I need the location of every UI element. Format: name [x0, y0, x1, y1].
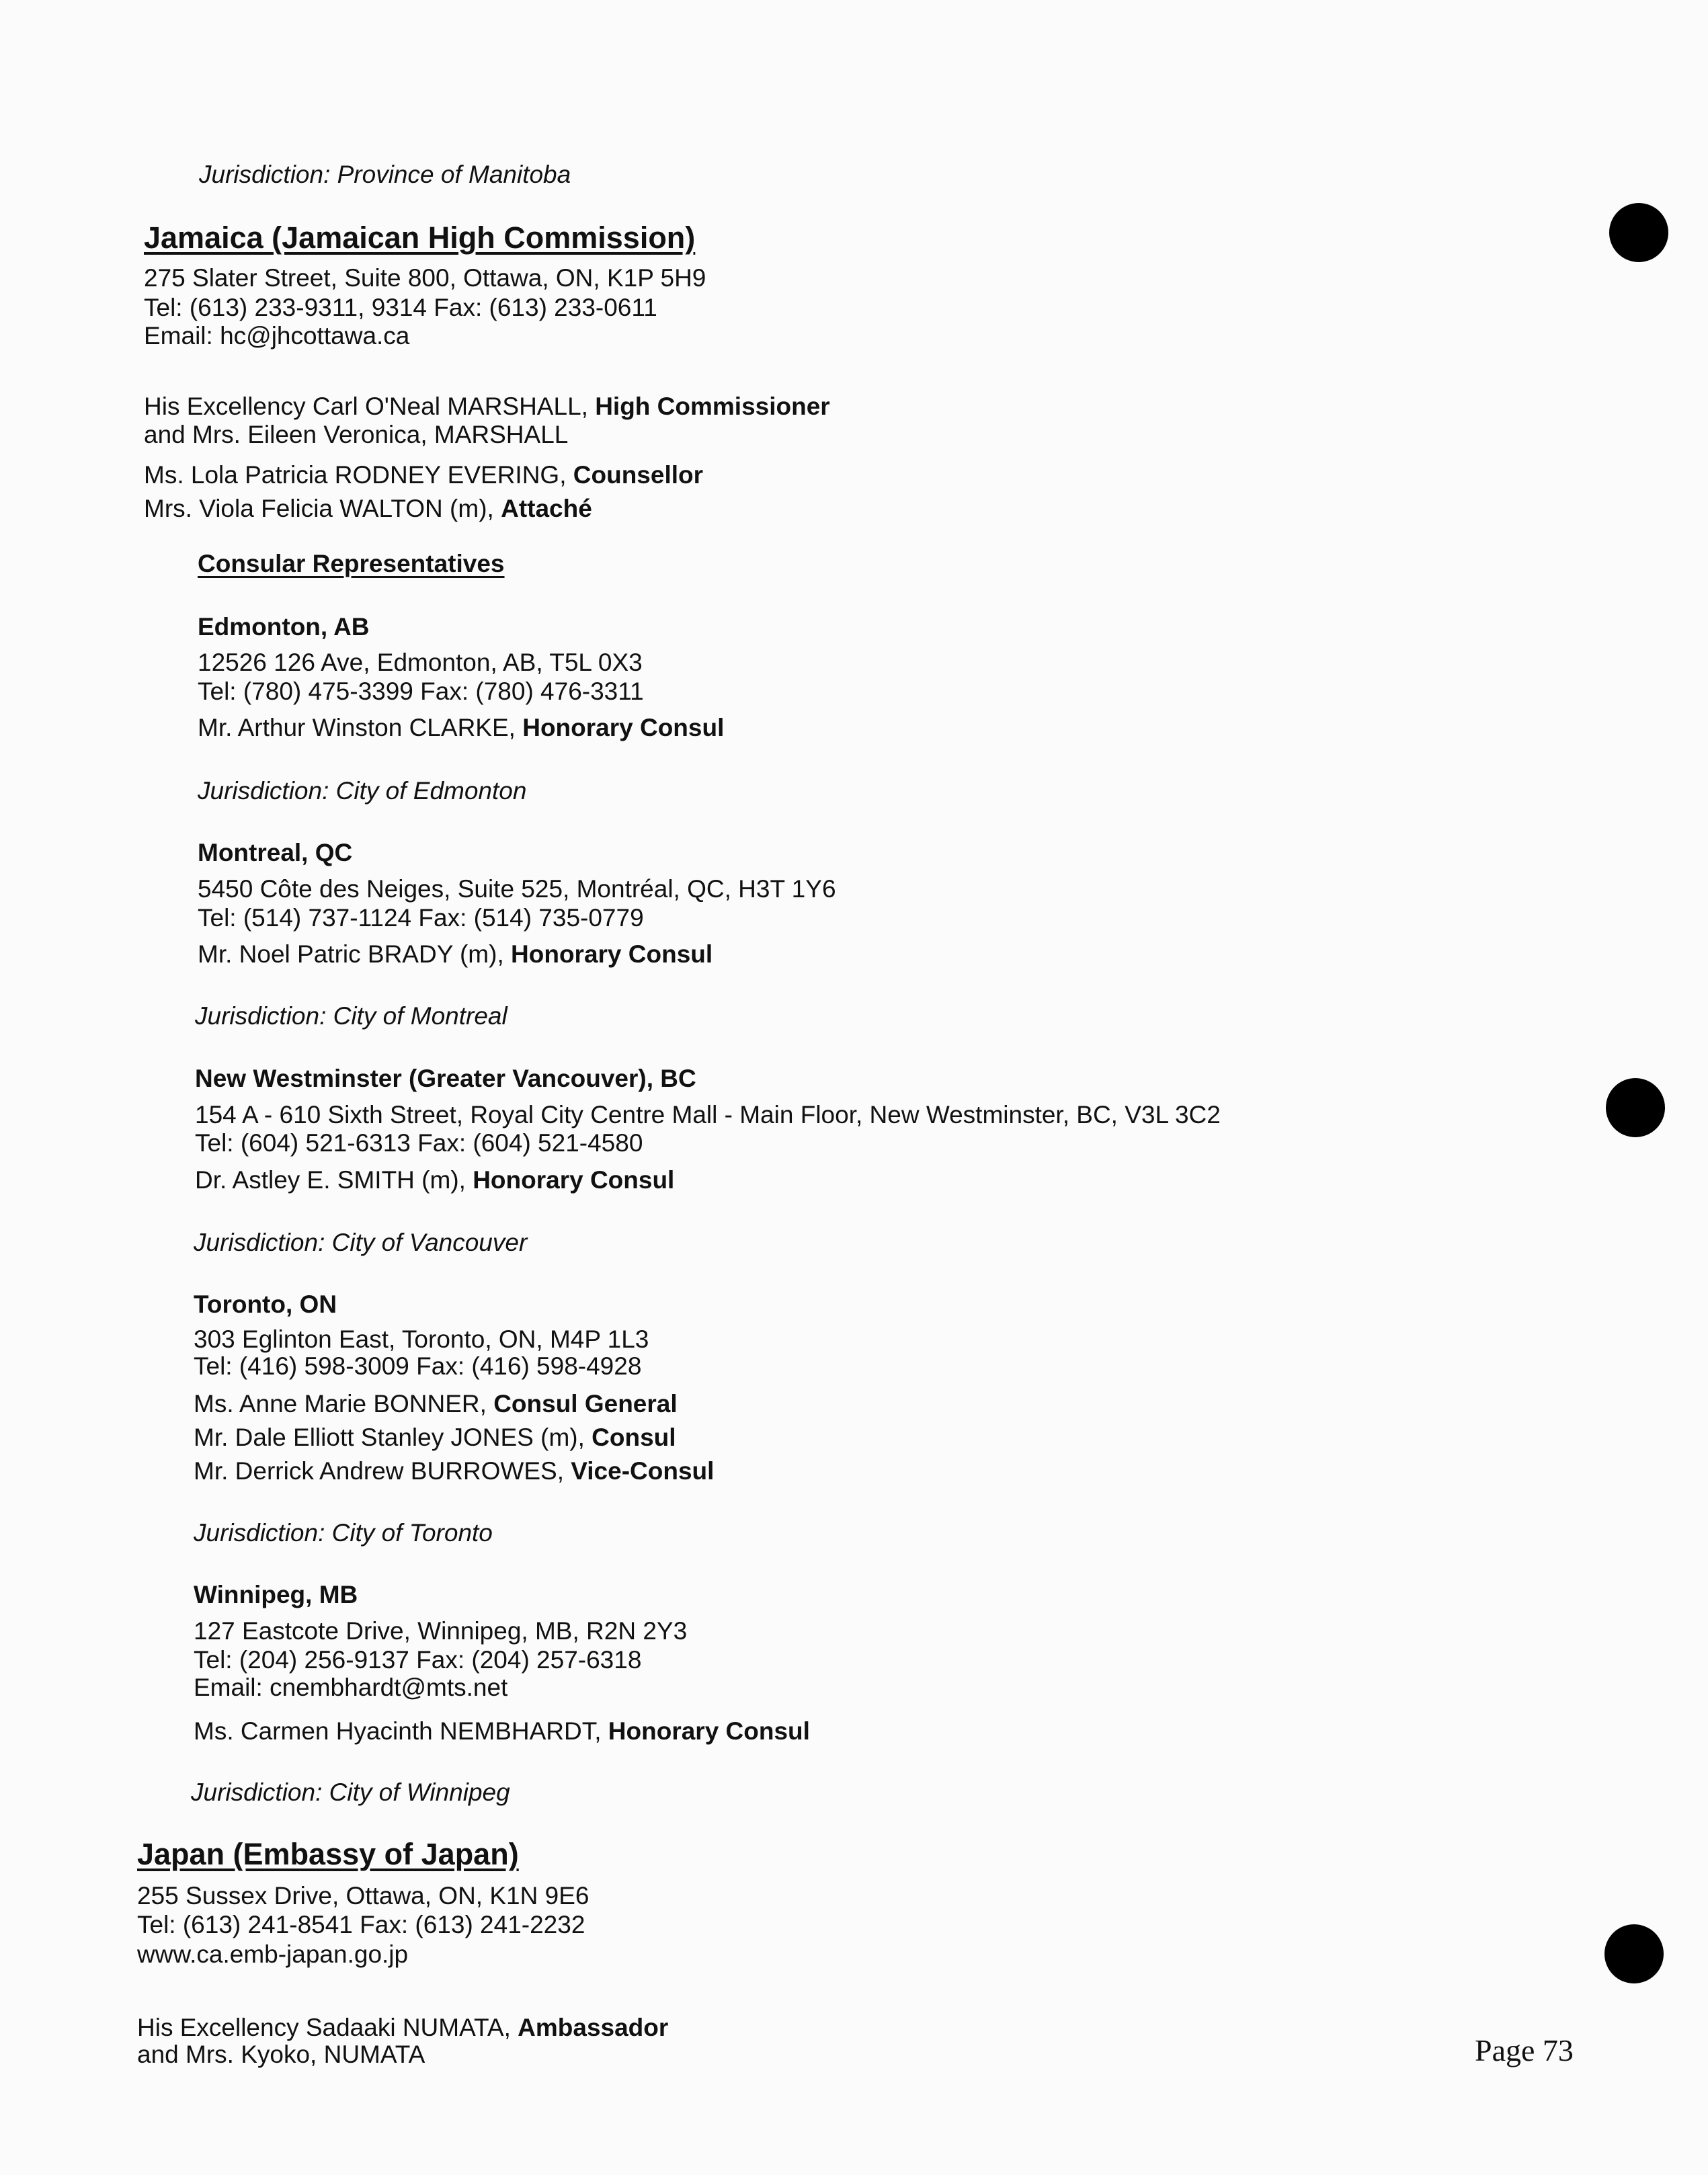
consulate-address: 12526 126 Ave, Edmonton, AB, T5L 0X3 [198, 649, 643, 676]
person-title: Honorary Consul [522, 714, 725, 741]
consulate-city: Toronto, ON [194, 1290, 337, 1318]
consulate-person [194, 1424, 676, 1452]
person-title: Consul General [493, 1390, 678, 1418]
jamaica-staff-1 [144, 393, 830, 421]
consulate-person [195, 1166, 674, 1194]
person-name: Ms. Anne Marie BONNER, [194, 1390, 494, 1418]
jamaica-staff-3 [144, 461, 703, 489]
staff-name: Ms. Lola Patricia RODNEY EVERING, [144, 461, 573, 489]
consulate-jurisdiction: Jurisdiction: City of Vancouver [194, 1229, 528, 1256]
person-title: Honorary Consul [473, 1166, 675, 1194]
consulate-tel: Tel: (604) 521-6313 Fax: (604) 521-4580 [195, 1129, 643, 1157]
consulate-address: 127 Eastcote Drive, Winnipeg, MB, R2N 2Y3 [194, 1617, 688, 1645]
consulate-tel: Tel: (780) 475-3399 Fax: (780) 476-3311 [198, 678, 644, 705]
consulate-person [198, 714, 724, 742]
punch-hole-top [1609, 203, 1668, 262]
consulate-city: Montreal, QC [198, 839, 353, 866]
staff-name: His Excellency Sadaaki NUMATA, [137, 2014, 518, 2041]
consulate-jurisdiction: Jurisdiction: City of Winnipeg [191, 1778, 510, 1806]
consulate-address: 5450 Côte des Neiges, Suite 525, Montréal, QC, H3T 1Y6 [198, 875, 836, 903]
staff-title: High Commissioner [595, 393, 830, 420]
jamaica-address: 275 Slater Street, Suite 800, Ottawa, ON, K1P 5H9 [144, 264, 706, 292]
page-number: Page 73 [1475, 2033, 1574, 2067]
staff-name: Mrs. Viola Felicia WALTON (m), [144, 495, 501, 522]
consulate-tel: Tel: (514) 737-1124 Fax: (514) 735-0779 [198, 904, 644, 932]
person-name: Mr. Dale Elliott Stanley JONES (m), [194, 1424, 592, 1451]
consulate-tel: Tel: (204) 256-9137 Fax: (204) 257-6318 [194, 1646, 642, 1674]
japan-staff-1 [137, 2014, 668, 2042]
punch-hole-middle [1606, 1078, 1665, 1137]
consulate-email: Email: cnembhardt@mts.net [194, 1674, 508, 1701]
staff-name: and Mrs. Eileen Veronica, MARSHALL [144, 421, 569, 448]
person-title: Honorary Consul [511, 940, 713, 968]
consulate-person [198, 940, 713, 969]
jamaica-staff-4 [144, 495, 592, 523]
japan-heading: Japan (Embassy of Japan) [137, 1837, 519, 1871]
consulate-address: 154 A - 610 Sixth Street, Royal City Centre Mall - Main Floor, New Westminster, BC, V3L 3C2 [195, 1101, 1221, 1128]
consulate-city: Winnipeg, MB [194, 1581, 358, 1608]
consulate-city: Edmonton, AB [198, 613, 370, 641]
jamaica-heading: Jamaica (Jamaican High Commission) [144, 220, 696, 255]
consulate-tel: Tel: (416) 598-3009 Fax: (416) 598-4928 [194, 1352, 642, 1380]
consular-heading: Consular Representatives [198, 550, 505, 577]
staff-title: Attaché [501, 495, 592, 522]
staff-name: His Excellency Carl O'Neal MARSHALL, [144, 393, 596, 420]
person-name: Mr. Arthur Winston CLARKE, [198, 714, 523, 741]
person-title: Honorary Consul [608, 1717, 810, 1745]
person-name: Dr. Astley E. SMITH (m), [195, 1166, 473, 1194]
consulate-city: New Westminster (Greater Vancouver), BC [195, 1065, 696, 1092]
japan-address: 255 Sussex Drive, Ottawa, ON, K1N 9E6 [137, 1882, 589, 1910]
consulate-person [194, 1457, 714, 1485]
japan-staff-2 [137, 2041, 425, 2069]
person-name: Ms. Carmen Hyacinth NEMBHARDT, [194, 1717, 608, 1745]
staff-name: and Mrs. Kyoko, NUMATA [137, 2041, 425, 2068]
jamaica-email: Email: hc@jhcottawa.ca [144, 322, 410, 350]
consulate-jurisdiction: Jurisdiction: City of Edmonton [198, 777, 527, 805]
staff-title: Ambassador [518, 2014, 669, 2041]
person-title: Vice-Consul [571, 1457, 715, 1485]
consulate-person [194, 1717, 810, 1746]
person-title: Consul [592, 1424, 676, 1451]
jamaica-tel: Tel: (613) 233-9311, 9314 Fax: (613) 233-0611 [144, 294, 657, 321]
top-jurisdiction: Jurisdiction: Province of Manitoba [199, 161, 571, 188]
consulate-jurisdiction: Jurisdiction: City of Toronto [194, 1519, 493, 1547]
japan-tel: Tel: (613) 241-8541 Fax: (613) 241-2232 [137, 1911, 585, 1938]
consulate-jurisdiction: Jurisdiction: City of Montreal [195, 1002, 507, 1030]
japan-website: www.ca.emb-japan.go.jp [137, 1940, 409, 1968]
person-name: Mr. Noel Patric BRADY (m), [198, 940, 512, 968]
consulate-person [194, 1390, 678, 1418]
punch-hole-bottom [1604, 1924, 1664, 1983]
staff-title: Counsellor [573, 461, 704, 489]
jamaica-staff-2 [144, 421, 568, 449]
consulate-address: 303 Eglinton East, Toronto, ON, M4P 1L3 [194, 1325, 649, 1353]
person-name: Mr. Derrick Andrew BURROWES, [194, 1457, 571, 1485]
